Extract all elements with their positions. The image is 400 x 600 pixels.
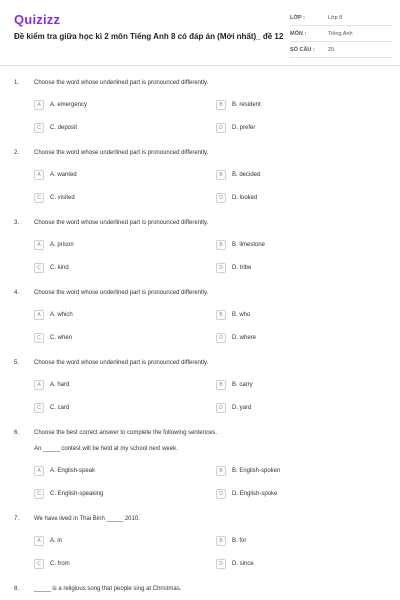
question-number: 8. xyxy=(14,586,20,592)
option-letter: D xyxy=(216,333,226,343)
option-text: A. wanted xyxy=(50,171,77,178)
meta-row-subject xyxy=(290,26,392,42)
option-c[interactable] xyxy=(34,401,208,414)
worksheet-title: Đề kiểm tra giữa học kì 2 môn Tiếng Anh 8 có đáp án (Mới nhất)_ đề 12 xyxy=(14,32,284,41)
option-text: D. prefer xyxy=(232,124,256,131)
question-number: 7. xyxy=(14,516,20,522)
option-b[interactable] xyxy=(216,534,390,547)
option-text: B. English-spoken xyxy=(232,467,281,474)
question-text: Choose the word whose underlined part is pronounced differently. xyxy=(34,290,209,296)
option-text: B. for xyxy=(232,537,247,544)
option-text: D. since xyxy=(232,560,254,567)
option-letter: D xyxy=(216,263,226,273)
option-letter: C xyxy=(34,263,44,273)
option-letter: B xyxy=(216,240,226,250)
option-letter: C xyxy=(34,403,44,413)
option-letter: B xyxy=(216,380,226,390)
meta-row-class xyxy=(290,10,392,26)
option-text: D. tribe xyxy=(232,264,252,271)
option-d[interactable] xyxy=(216,261,390,274)
option-letter: C xyxy=(34,559,44,569)
option-text: D. looked xyxy=(232,194,258,201)
option-text: B. decided xyxy=(232,171,261,178)
option-a[interactable] xyxy=(34,464,208,477)
option-text: D. English-spoke xyxy=(232,490,278,497)
option-d[interactable] xyxy=(216,121,390,134)
question-text: Choose the word whose underlined part is pronounced differently. xyxy=(34,80,209,86)
option-letter: C xyxy=(34,333,44,343)
option-a[interactable] xyxy=(34,378,208,391)
quizizz-logo: Quizizz xyxy=(14,12,61,27)
option-d[interactable] xyxy=(216,557,390,570)
option-letter: B xyxy=(216,100,226,110)
option-text: C. visited xyxy=(50,194,75,201)
option-text: D. yard xyxy=(232,404,252,411)
option-a[interactable] xyxy=(34,308,208,321)
question-number: 2. xyxy=(14,150,20,156)
option-c[interactable] xyxy=(34,331,208,344)
option-text: B. carry xyxy=(232,381,253,388)
option-b[interactable] xyxy=(216,464,390,477)
meta-value: Tiếng Anh xyxy=(328,30,353,37)
option-a[interactable] xyxy=(34,238,208,251)
option-letter: D xyxy=(216,123,226,133)
question-number: 3. xyxy=(14,220,20,226)
option-text: B. resident xyxy=(232,101,261,108)
option-letter: B xyxy=(216,310,226,320)
option-letter: A xyxy=(34,380,44,390)
option-text: B. who xyxy=(232,311,251,318)
option-letter: A xyxy=(34,240,44,250)
option-c[interactable] xyxy=(34,121,208,134)
option-text: A. emergency xyxy=(50,101,88,108)
option-letter: B xyxy=(216,170,226,180)
option-d[interactable] xyxy=(216,331,390,344)
option-c[interactable] xyxy=(34,557,208,570)
option-text: A. prison xyxy=(50,241,74,248)
question-text: Choose the word whose underlined part is pronounced differently. xyxy=(34,360,209,366)
meta-row-count xyxy=(290,42,392,58)
question-text: Choose the best correct answer to complete the following sentences. xyxy=(34,430,218,436)
option-c[interactable] xyxy=(34,487,208,500)
worksheet-meta xyxy=(290,10,392,58)
question-text: Choose the word whose underlined part is pronounced differently. xyxy=(34,150,209,156)
option-text: A. which xyxy=(50,311,73,318)
option-text: A. English-speak xyxy=(50,467,96,474)
option-d[interactable] xyxy=(216,191,390,204)
option-a[interactable] xyxy=(34,534,208,547)
option-letter: C xyxy=(34,489,44,499)
option-d[interactable] xyxy=(216,401,390,414)
option-letter: D xyxy=(216,559,226,569)
question-text: We have lived in Thai Binh _____ 2010. xyxy=(34,516,140,522)
option-text: C. when xyxy=(50,334,73,341)
option-text: C. card xyxy=(50,404,70,411)
meta-label: SỐ CÂU : xyxy=(290,46,315,53)
option-b[interactable] xyxy=(216,378,390,391)
option-text: C. deposit xyxy=(50,124,78,131)
option-letter: B xyxy=(216,466,226,476)
option-b[interactable] xyxy=(216,308,390,321)
option-b[interactable] xyxy=(216,98,390,111)
option-letter: A xyxy=(34,170,44,180)
option-letter: A xyxy=(34,536,44,546)
option-letter: C xyxy=(34,193,44,203)
question-text: Choose the word whose underlined part is pronounced differently. xyxy=(34,220,209,226)
meta-value: Lớp 8 xyxy=(328,14,343,21)
option-text: C. English-speaking xyxy=(50,490,104,497)
option-letter: D xyxy=(216,489,226,499)
option-b[interactable] xyxy=(216,168,390,181)
option-c[interactable] xyxy=(34,191,208,204)
option-text: A. in xyxy=(50,537,63,544)
question-sentence: An _____ contest will be held at my school next week. xyxy=(34,446,178,452)
option-letter: A xyxy=(34,100,44,110)
option-letter: B xyxy=(216,536,226,546)
option-letter: D xyxy=(216,403,226,413)
worksheet-header xyxy=(0,0,400,66)
option-letter: A xyxy=(34,310,44,320)
option-a[interactable] xyxy=(34,98,208,111)
meta-label: LỚP : xyxy=(290,14,305,21)
option-text: A. hard xyxy=(50,381,70,388)
meta-value: 29 xyxy=(328,46,335,53)
question-text: _____ is a religious song that people sing at Christmas. xyxy=(34,586,182,592)
option-c[interactable] xyxy=(34,261,208,274)
option-text: C. from xyxy=(50,560,70,567)
option-text: D. where xyxy=(232,334,257,341)
option-letter: D xyxy=(216,193,226,203)
option-letter: C xyxy=(34,123,44,133)
option-text: B. limestone xyxy=(232,241,266,248)
meta-label: MÔN : xyxy=(290,30,307,37)
question-number: 6. xyxy=(14,430,20,436)
option-letter: A xyxy=(34,466,44,476)
option-d[interactable] xyxy=(216,487,390,500)
option-a[interactable] xyxy=(34,168,208,181)
option-text: C. kind xyxy=(50,264,69,271)
question-number: 1. xyxy=(14,80,20,86)
option-b[interactable] xyxy=(216,238,390,251)
question-number: 4. xyxy=(14,290,20,296)
question-number: 5. xyxy=(14,360,20,366)
